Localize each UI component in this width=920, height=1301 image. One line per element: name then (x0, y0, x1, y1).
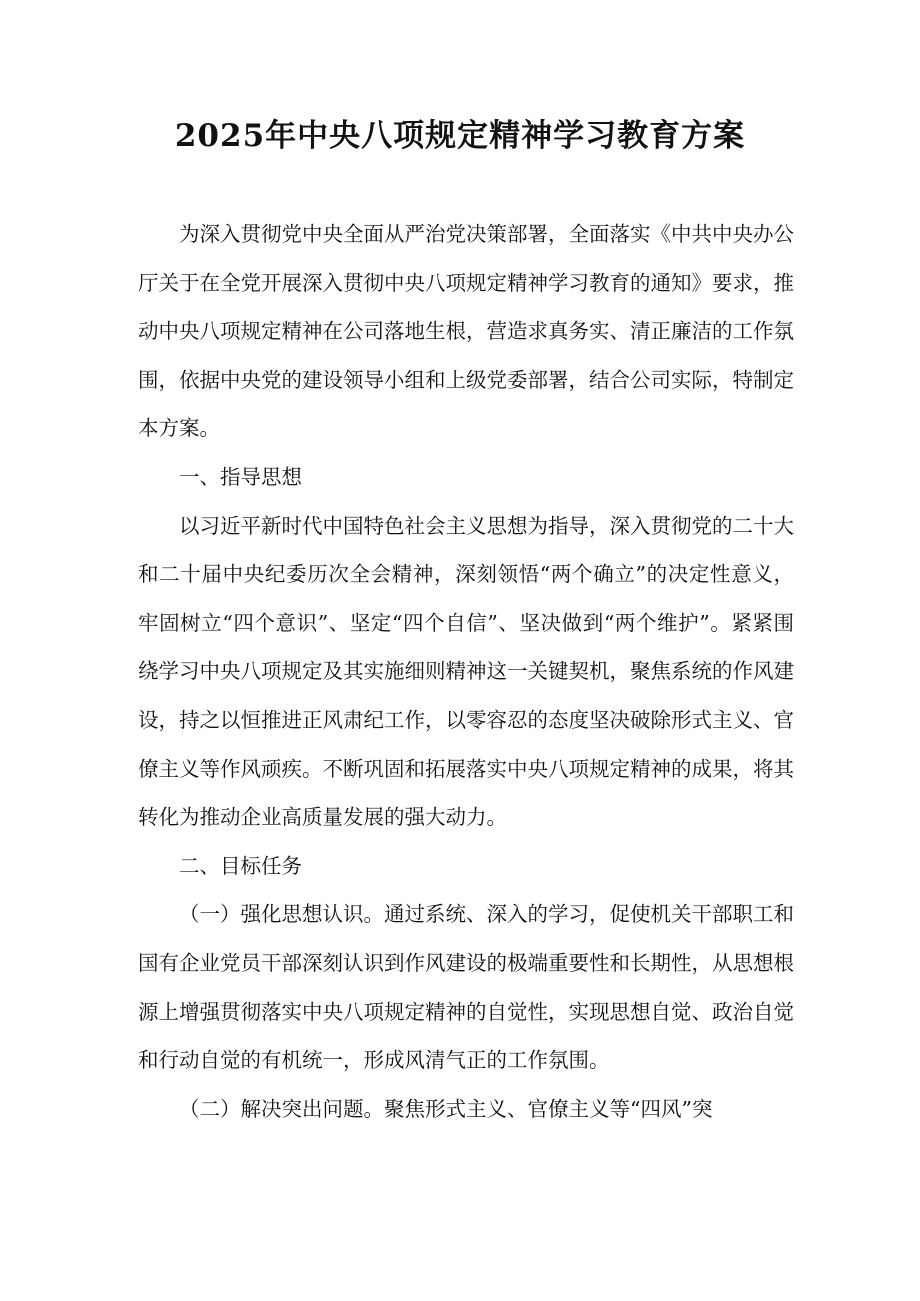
paragraph-guiding-thought: 以习近平新时代中国特色社会主义思想为指导，深入贯彻党的二十大和二十届中央纪委历次全会精神，深刻领悟“两个确立”的决定性意义，牢固树立“四个意识”、坚定“四个自信”、坚决做到“两个维护”。紧紧围绕学习中央八项规定及其实施细则精神这一关键契机，聚焦系统的作风建设，持之以恒推进正风肃纪工作，以零容忍的态度坚决破除形式主义、官僚主义等作风顽疾。不断巩固和拓展落实中央八项规定精神的成果，将其转化为推动企业高质量发展的强大动力。 (138, 513, 794, 830)
document-body (138, 210, 794, 1133)
paragraph-goal-1: （一）强化思想认识。通过系统、深入的学习，促使机关干部职工和国有企业党员干部深刻认识到作风建设的极端重要性和长期性，从思想根源上增强贯彻落实中央八项规定精神的自觉性，实现思想自觉、政治自觉和行动自觉的有机统一，形成风清气正的工作氛围。 (138, 902, 794, 1073)
paragraph-goal-2: （二）解决突出问题。聚焦形式主义、官僚主义等“四风”突 (179, 1096, 713, 1121)
paragraph-intro: 为深入贯彻党中央全面从严治党决策部署，全面落实《中共中央办公厅关于在全党开展深入贯彻中央八项规定精神学习教育的通知》要求，推动中央八项规定精神在公司落地生根，营造求真务实、清正廉洁的工作氛围，依据中央党的建设领导小组和上级党委部署，结合公司实际，特制定本方案。 (138, 222, 794, 441)
document-title: 2025年中央八项规定精神学习教育方案 (174, 118, 746, 154)
section-heading-guiding-thought: 一、指导思想 (179, 464, 302, 489)
section-heading-goals-tasks: 二、目标任务 (179, 853, 302, 878)
